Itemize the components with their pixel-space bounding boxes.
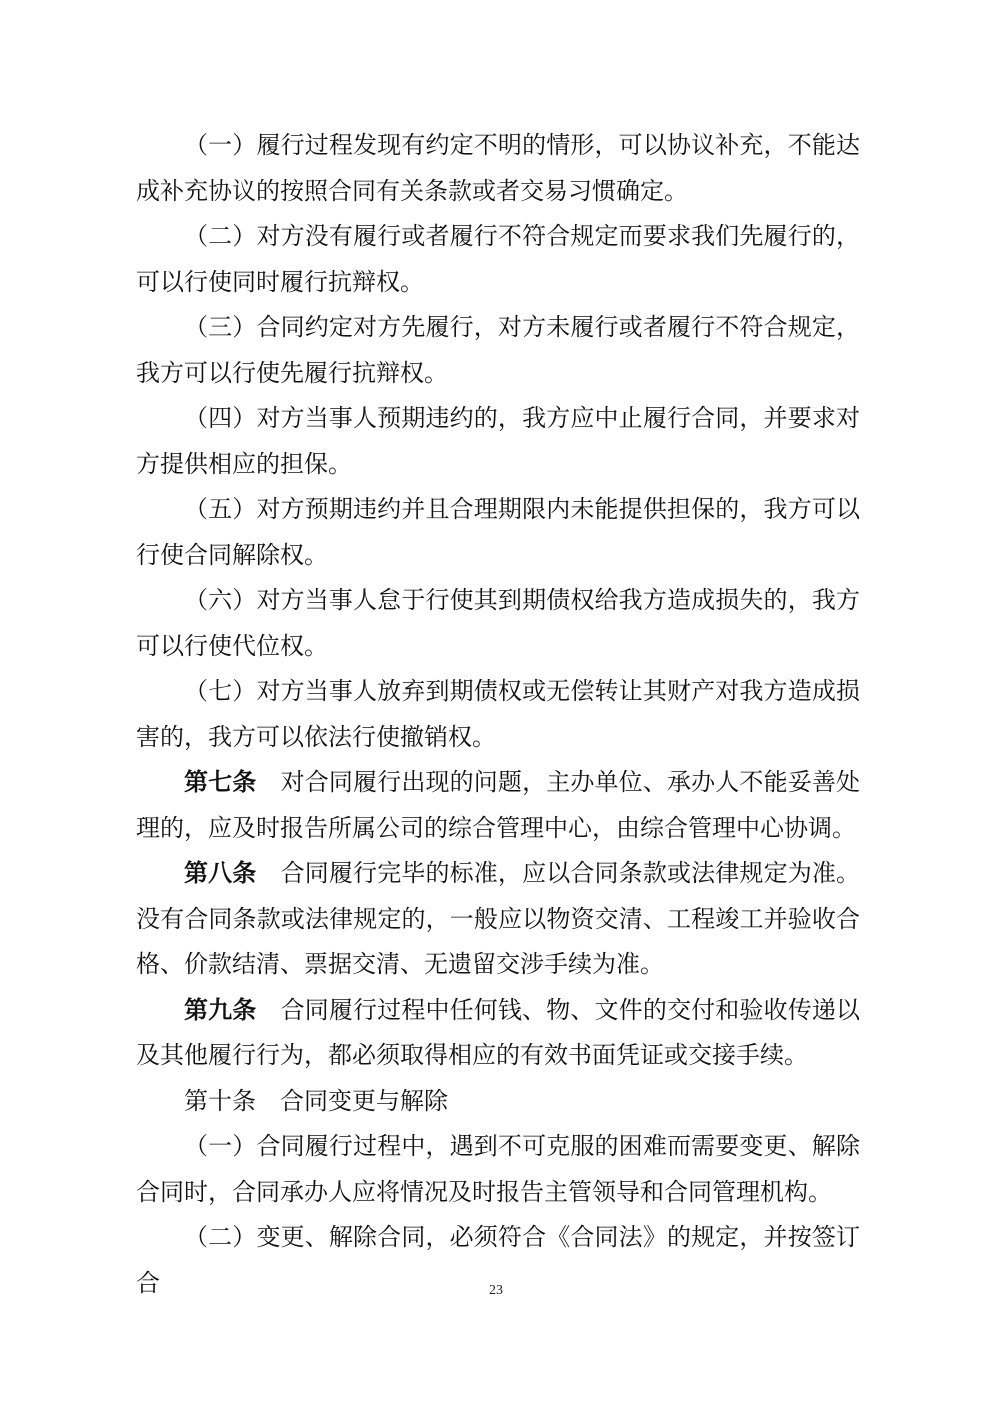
article-7-label: 第七条 bbox=[184, 768, 257, 796]
article-10-text: 合同变更与解除 bbox=[280, 1086, 448, 1115]
clause-paragraph-7: （七）对方当事人放弃到期债权或无偿转让其财产对我方造成损害的，我方可以依法行使撤销权。 bbox=[136, 677, 860, 751]
article-10-label: 第十条 bbox=[184, 1086, 256, 1115]
article-9 bbox=[136, 988, 860, 1079]
article-7 bbox=[136, 760, 860, 851]
article-7-text: 对合同履行出现的问题，主办单位、承办人不能妥善处理的，应及时报告所属公司的综合管理中心，由综合管理中心协调。 bbox=[136, 768, 861, 842]
clause-paragraph-3: （三）合同约定对方先履行，对方未履行或者履行不符合规定，我方可以行使先履行抗辩权。 bbox=[136, 313, 860, 387]
sub-paragraph-2: （二）变更、解除合同，必须符合《合同法》的规定，并按签订合 bbox=[136, 1223, 860, 1297]
page-number: 23 bbox=[489, 1283, 503, 1298]
clause-paragraph-6: （六）对方当事人怠于行使其到期债权给我方造成损失的，我方可以行使代位权。 bbox=[136, 586, 860, 660]
sub-paragraph-1: （一）合同履行过程中，遇到不可克服的困难而需要变更、解除合同时，合同承办人应将情况及时报告主管领导和合同管理机构。 bbox=[136, 1132, 860, 1206]
article-8 bbox=[136, 851, 860, 988]
document-body bbox=[136, 123, 860, 1306]
article-8-label: 第八条 bbox=[184, 859, 257, 887]
clause-paragraph-1: （一）履行过程发现有约定不明的情形，可以协议补充，不能达成补充协议的按照合同有关条款或者交易习惯确定。 bbox=[136, 131, 860, 205]
article-9-label: 第九条 bbox=[184, 995, 257, 1024]
article-9-text: 合同履行过程中任何钱、物、文件的交付和验收传递以及其他履行行为，都必须取得相应的有效书面凭证或交接手续。 bbox=[136, 995, 861, 1069]
article-8-text: 合同履行完毕的标准，应以合同条款或法律规定为准。没有合同条款或法律规定的，一般应以物资交清、工程竣工并验收合格、价款结清、票据交清、无遗留交涉手续为准。 bbox=[136, 859, 861, 978]
clause-paragraph-4: （四）对方当事人预期违约的，我方应中止履行合同，并要求对方提供相应的担保。 bbox=[136, 404, 860, 478]
clause-paragraph-2: （二）对方没有履行或者履行不符合规定而要求我们先履行的，可以行使同时履行抗辩权。 bbox=[136, 222, 860, 296]
article-10 bbox=[136, 1079, 860, 1125]
clause-paragraph-5: （五）对方预期违约并且合理期限内未能提供担保的，我方可以行使合同解除权。 bbox=[136, 495, 860, 569]
